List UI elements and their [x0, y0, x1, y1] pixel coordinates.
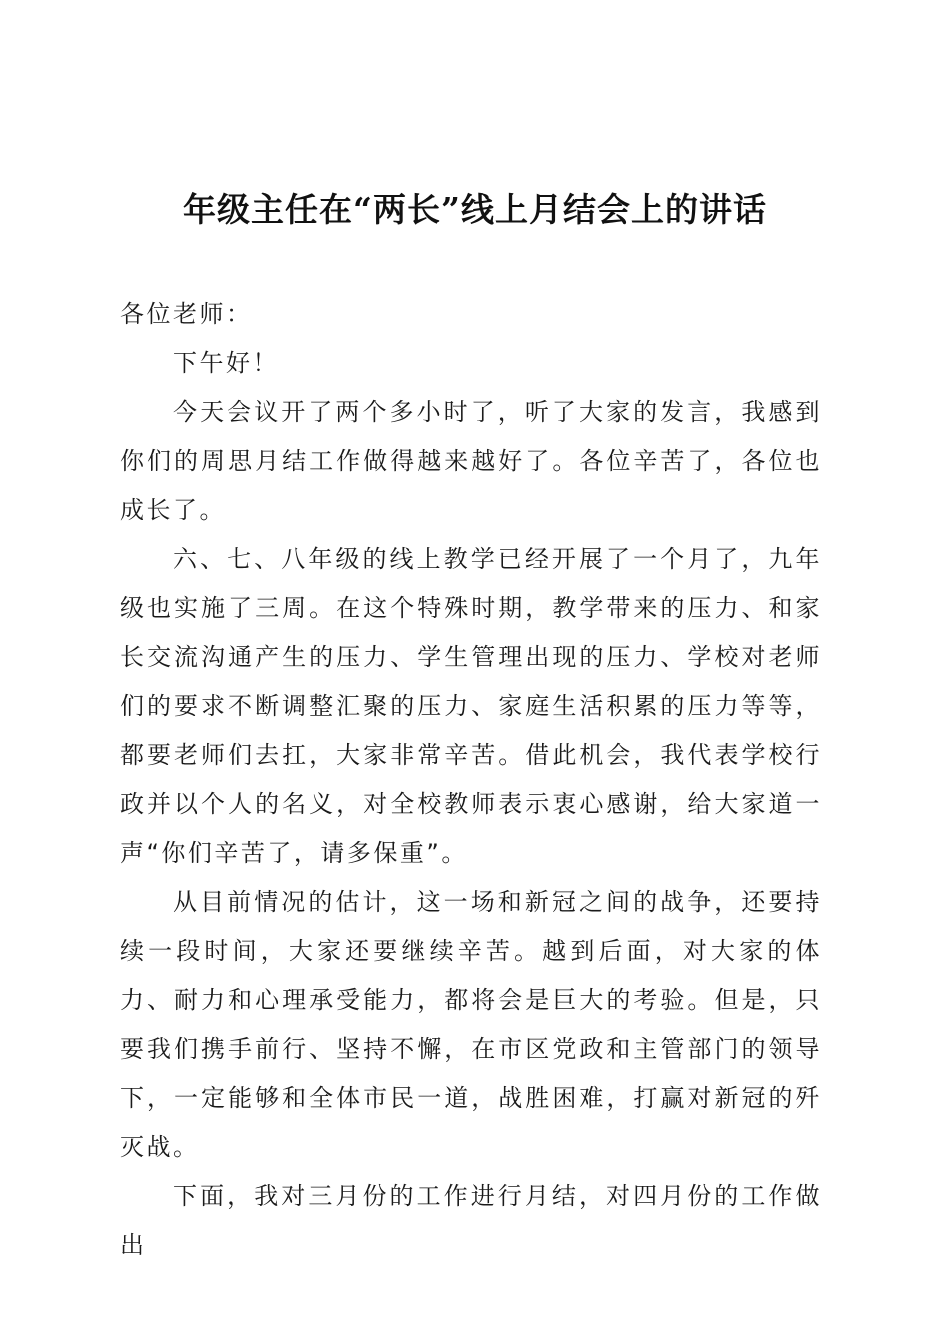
paragraph-monthly-review: 下面，我对三月份的工作进行月结，对四月份的工作做出 [120, 1182, 822, 1259]
document-body [120, 290, 822, 1270]
salutation: 各位老师： [120, 300, 253, 328]
paragraph-online-teaching: 六、七、八年级的线上教学已经开展了一个月了，九年级也实施了三周。在这个特殊时期，教学带来的压力、和家长交流沟通产生的压力、学生管理出现的压力、学校对老师们的要求不断调整汇聚的压力、家庭生活积累的压力等等，都要老师们去扛，大家非常辛苦。借此机会，我代表学校行政并以个人的名义，对全校教师表示衷心感谢，给大家道一声“你们辛苦了，请多保重”。 [120, 545, 822, 867]
document-title: 年级主任在“两长”线上月结会上的讲话 [183, 190, 767, 229]
paragraph-meeting-summary: 今天会议开了两个多小时了，听了大家的发言，我感到你们的周思月结工作做得越来越好了。各位辛苦了，各位也成长了。 [120, 398, 822, 524]
paragraph-outlook: 从目前情况的估计，这一场和新冠之间的战争，还要持续一段时间，大家还要继续辛苦。越到后面，对大家的体力、耐力和心理承受能力，都将会是巨大的考验。但是，只要我们携手前行、坚持不懈，在市区党政和主管部门的领导下，一定能够和全体市民一道，战胜困难，打赢对新冠的歼灭战。 [120, 888, 822, 1161]
paragraph-greeting: 下午好！ [173, 349, 279, 377]
